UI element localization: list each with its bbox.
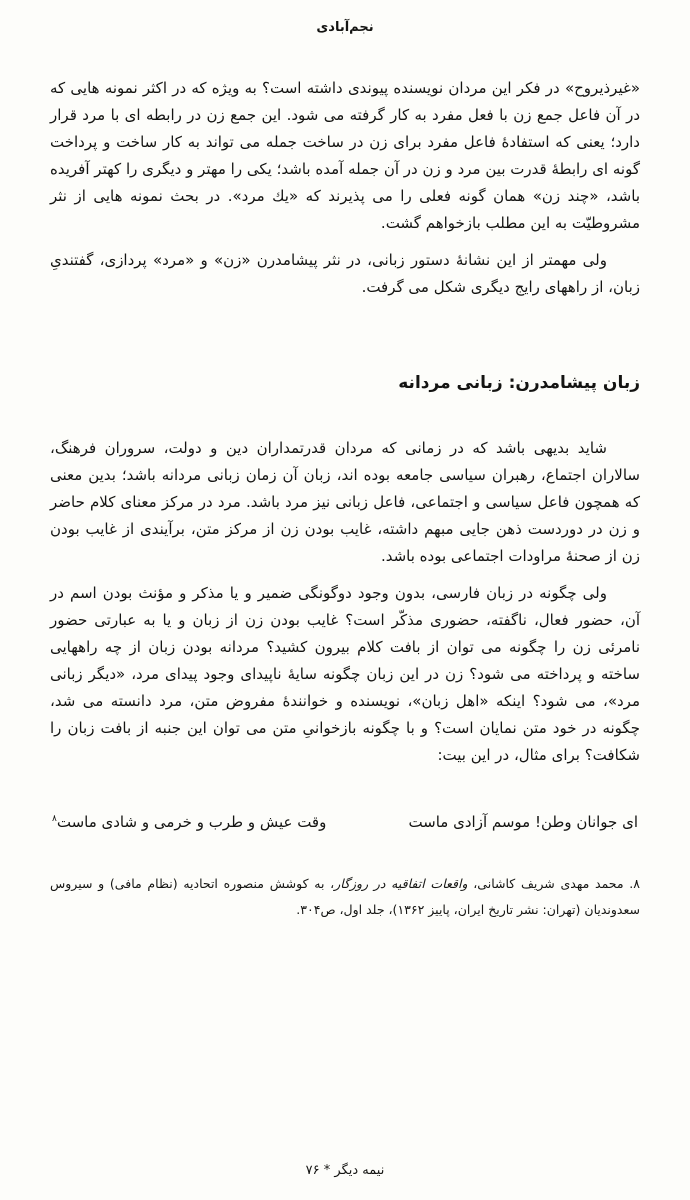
paragraph-premodern-prose: ولی مهمتر از این نشانهٔ دستور زبانی، در نثر پیشامدرن «زن» و «مرد» پردازی، گفتندیِ زبان، از راههای رایج دیگری شکل می گرفت. xyxy=(50,251,640,296)
paragraph-grammar-gender: «غیرذیروح» در فکر این مردان نویسنده پیوندی داشته است؟ به ویژه که در اکثر نمونه هایی که در آن فاعل جمع زن با فعل مفرد به کار گرفته می شود. این جمع زن در رابطه ای با مرد قرار دارد؛ یعنی که استفادهٔ فاعل مفرد برای زن در ساخت جمله می تواند به کار ساخت و پرداخت گونه ای رابطهٔ قدرت بین مرد و زن در آن جمله آمده باشد؛ یکی را مهتر و دیگری را کهتر آفریده باشد، «چند زن» همان گونه فعلی را می پذیرند که «یك مرد». در بحث نمونه هایی از نثر مشروطیّت به این مطلب بازخواهم گشت. xyxy=(50,79,640,232)
hemistich-right: ای جوانان وطن! موسم آزادی ماست xyxy=(408,813,638,831)
section-heading-premodern-language: زبان پیشامدرن: زبانی مردانه xyxy=(398,373,640,393)
paragraph-men-as-power-holders: شاید بدیهی باشد که در زمانی که مردان قدرتمداران دین و دولت، سروران فرهنگ، سالاران اجتماع، رهبران سیاسی جامعه بوده اند، زبان آن زمان زبانی مردانه باشد؛ بدین معنی که همچون فاعل سیاسی و اجتماعی، فاعل زبانی نیز مرد باشد. مرد در مرکز معنای کلام حاضر و زن در دوردست ذهن جایی مبهم داشته، غایب بودن زن از مرکز متن، برآیندی از غایب بودن زن از صحنهٔ مراودات اجتماعی بوده باشد. xyxy=(50,439,640,565)
hemistich-left xyxy=(52,813,326,831)
footnote-book-title: واقعات اتفاقیه در روزگار xyxy=(334,876,468,891)
running-head-author: نجم‌آبادی xyxy=(316,20,374,35)
paragraph-masculine-language-questions: ولی چگونه در زبان فارسی، بدون وجود دوگونگی ضمیر و یا مذکر و مؤنث بودن اسم در آن، حضور فعال، ناگفته، حضوری مذکّر است؟ غایب بودن زن از زبان و یا به عبارتی حضور نامرئی زن را چگونه می توان از بافت کلام بیرون کشید؟ مردانه بودن زبان از چه راههایی ساخته و پرداخته می شود؟ زن در این زبان چگونه سایهٔ ناپیدای وجود پیدای مرد، «دیگر زبانی مرد»، می شود؟ اینکه «اهل زبان»، نویسنده و خوانندهٔ مفروض متن، مرد دانسته می شد، چگونه در خود متن نمایان است؟ و با چگونه بازخوانیِ متن می توان این جنبه از بافت زبان را شکافت؟ برای مثال، در این بیت: xyxy=(50,584,640,764)
footnote-rest: ، به کوشش منصوره اتحادیه (نظام مافی) و سیروس سعدوندیان (تهران: نشر تاریخ ایران، پاییز ۱۳۶۲)، جلد اول، ص۳۰۴. xyxy=(50,876,640,917)
journal-footer-page-number: نیمه دیگر * ۷۶ xyxy=(305,1163,385,1178)
hemistich-left-text: وقت عیش و طرب و خرمی و شادی ماست xyxy=(56,813,327,831)
footnote-citation xyxy=(50,871,640,923)
verse-couplet xyxy=(50,813,640,831)
footnote-lead: ۸. محمد مهدی شریف کاشانی، xyxy=(467,876,640,891)
footnote-marker-superscript: ۸ xyxy=(52,814,57,824)
